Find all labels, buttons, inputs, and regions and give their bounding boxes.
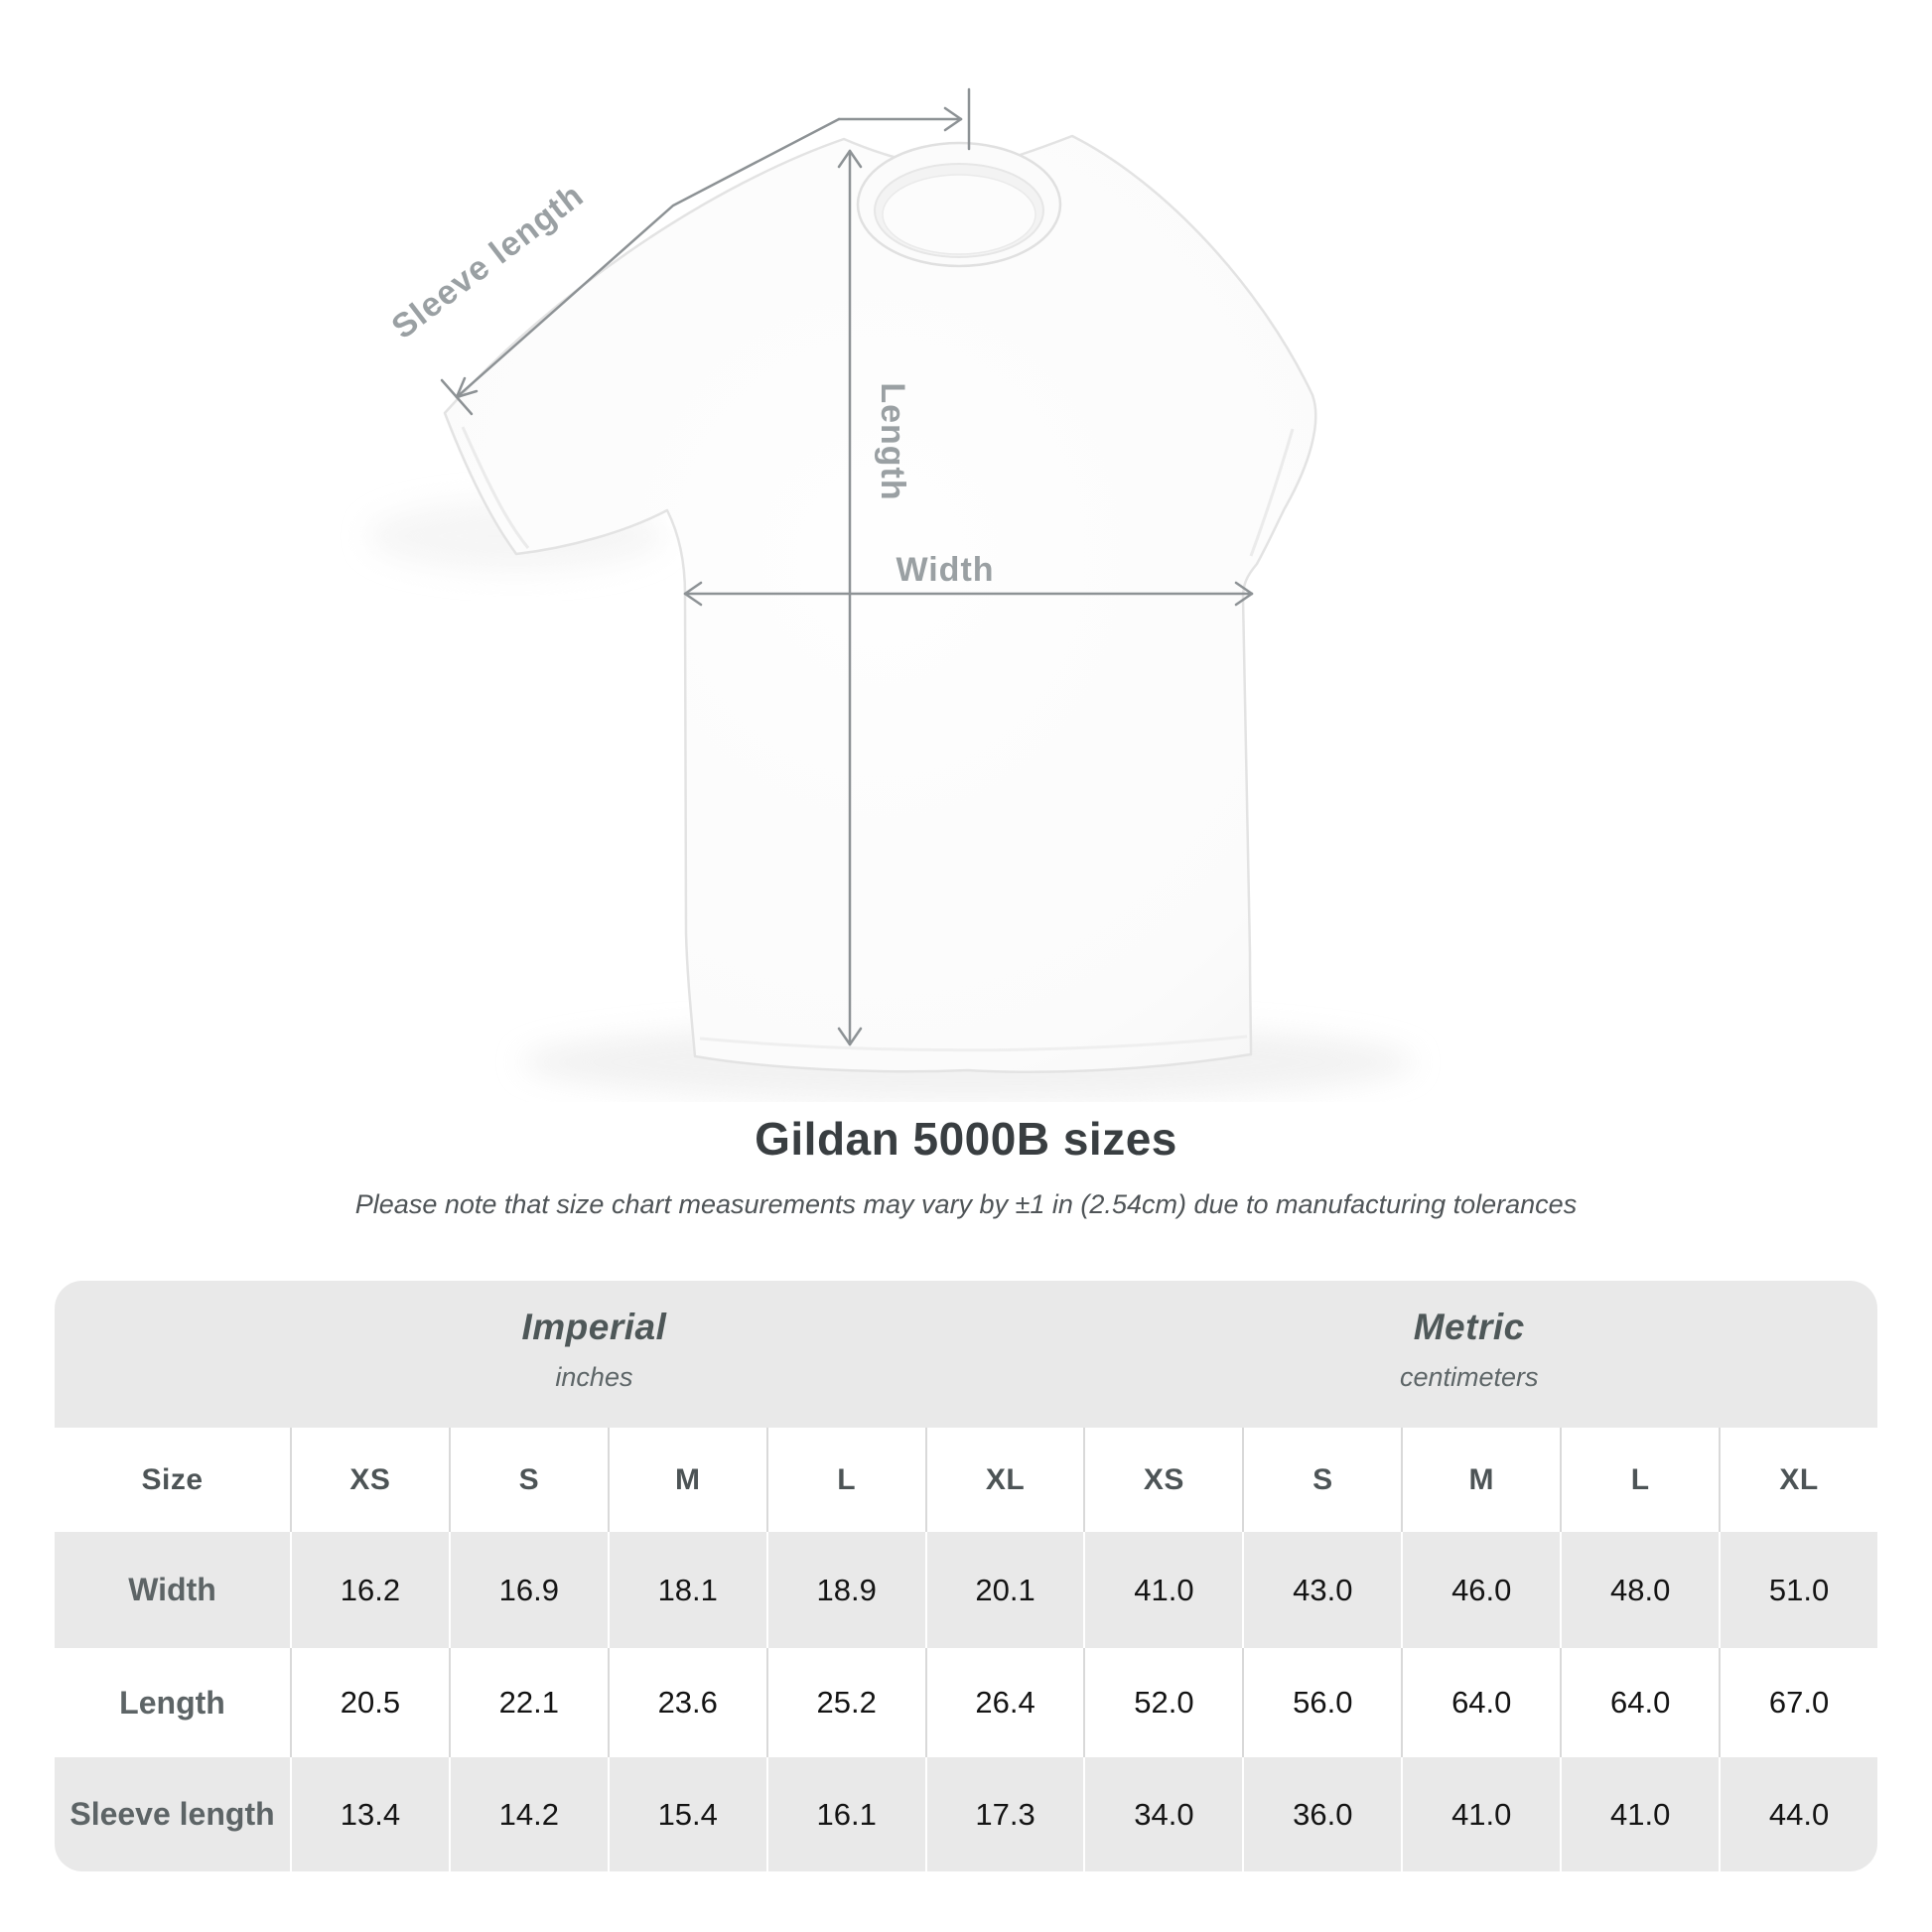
unit-group-metric [1400,1307,1539,1393]
table-row-width [55,1532,1877,1648]
table-cell: 15.4 [608,1757,766,1871]
table-cell: 13.4 [290,1757,449,1871]
column-header-metric-l: L [1560,1428,1719,1532]
row-label: Sleeve length [69,1796,275,1832]
row-label: Width [128,1572,216,1607]
table-cell: 23.6 [608,1648,766,1757]
page-subtitle: Please note that size chart measurements may vary by ±1 in (2.54cm) due to manufacturing tolerances [354,1189,1578,1219]
table-cell: 51.0 [1719,1532,1877,1648]
shoulder-arrow [839,89,969,149]
table-cell: 41.0 [1560,1757,1719,1871]
table-cell: 20.5 [290,1648,449,1757]
metric-heading: Metric [1413,1307,1525,1347]
imperial-unit: inches [555,1362,633,1392]
table-cell: 67.0 [1719,1648,1877,1757]
column-header-imperial-xs: XS [290,1428,449,1532]
size-column-header: Size [141,1462,204,1496]
table-cell: 25.2 [766,1648,925,1757]
table-row-sleeve-length [55,1757,1877,1871]
table-cell: 41.0 [1401,1757,1560,1871]
table-cell: 36.0 [1242,1757,1401,1871]
table-cell: 16.1 [766,1757,925,1871]
table-cell: 52.0 [1083,1648,1242,1757]
column-header-imperial-l: L [766,1428,925,1532]
table-cell: 43.0 [1242,1532,1401,1648]
imperial-heading: Imperial [521,1307,667,1347]
table-cell: 18.1 [608,1532,766,1648]
column-header-imperial-xl: XL [925,1428,1084,1532]
table-cell: 41.0 [1083,1532,1242,1648]
column-header-metric-xs: XS [1083,1428,1242,1532]
sleeve-length-label: Sleeve length [384,176,591,347]
width-label: Width [896,551,995,589]
column-header-metric-m: M [1401,1428,1560,1532]
table-row-length [55,1648,1877,1757]
table-cell: 44.0 [1719,1757,1877,1871]
collar-inner [883,175,1035,254]
table-cell: 56.0 [1242,1648,1401,1757]
table-cell: 17.3 [925,1757,1084,1871]
tshirt-graphic [445,136,1315,1072]
row-label: Length [119,1684,225,1721]
page-title: Gildan 5000B sizes [755,1113,1177,1165]
table-cell: 18.9 [766,1532,925,1648]
unit-group-imperial [522,1307,667,1393]
size-table [55,1281,1877,1871]
table-cell: 34.0 [1083,1757,1242,1871]
table-cell: 16.9 [449,1532,608,1648]
table-cell: 64.0 [1560,1648,1719,1757]
table-cell: 46.0 [1401,1532,1560,1648]
table-cell: 26.4 [925,1648,1084,1757]
metric-unit: centimeters [1399,1362,1539,1392]
unit-band [55,1281,1877,1428]
column-header-imperial-s: S [449,1428,608,1532]
table-cell: 14.2 [449,1757,608,1871]
table-header-row [55,1428,1877,1532]
table-cell: 16.2 [290,1532,449,1648]
table-cell: 64.0 [1401,1648,1560,1757]
table-cell: 22.1 [449,1648,608,1757]
column-header-imperial-m: M [608,1428,766,1532]
table-cell: 20.1 [925,1532,1084,1648]
length-label: Length [874,382,911,501]
table-cell: 48.0 [1560,1532,1719,1648]
column-header-metric-xl: XL [1719,1428,1877,1532]
column-header-metric-s: S [1242,1428,1401,1532]
